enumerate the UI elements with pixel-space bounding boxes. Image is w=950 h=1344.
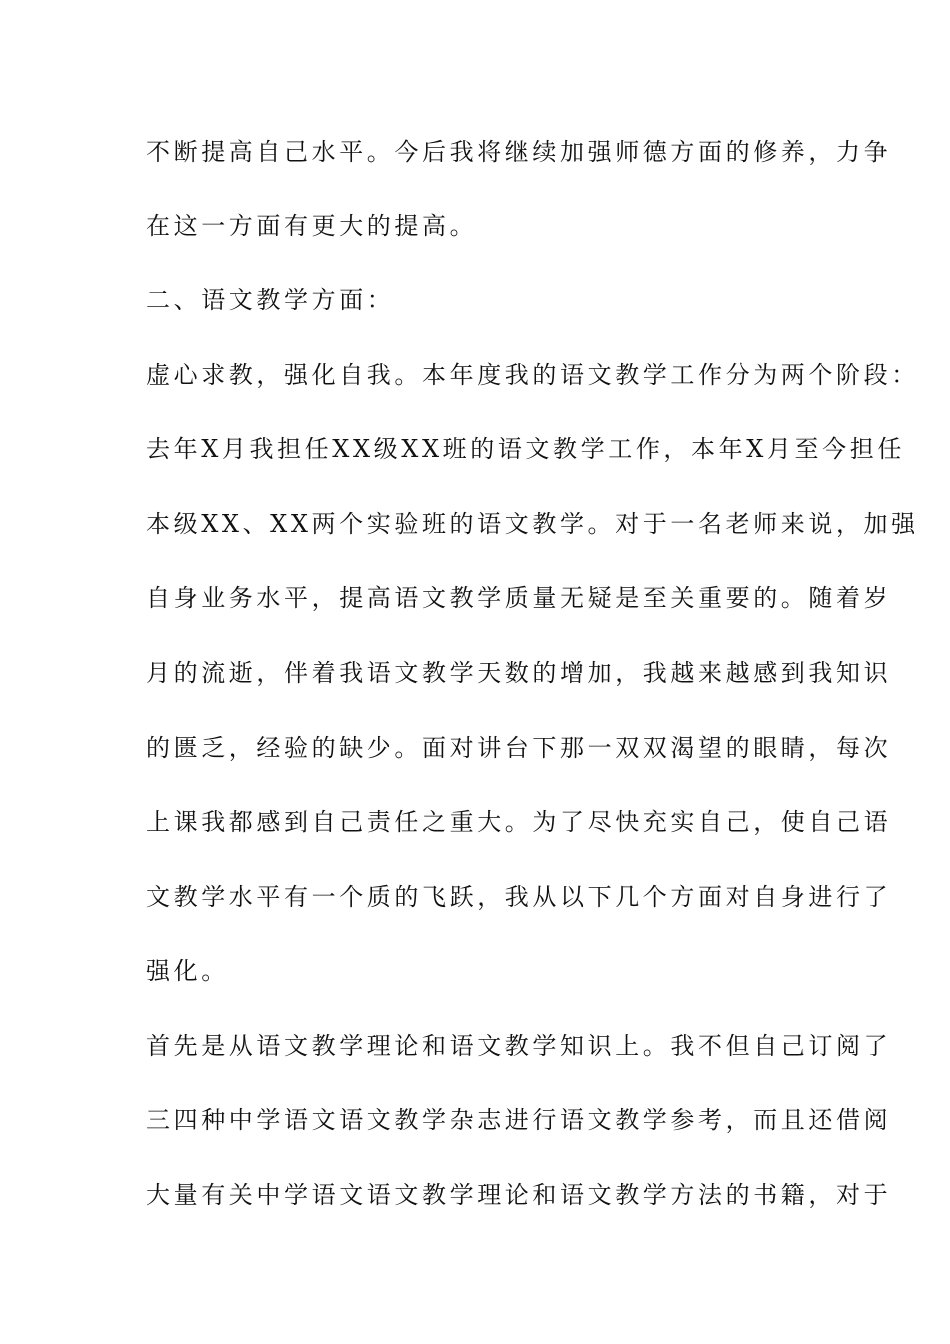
text-line: 去年X月我担任XX级XX班的语文教学工作，本年X月至今担任 xyxy=(146,435,905,463)
text-line: 大量有关中学语文语文教学理论和语文教学方法的书籍，对于 xyxy=(146,1181,892,1209)
text-line: 三四种中学语文语文教学杂志进行语文教学参考，而且还借阅 xyxy=(146,1106,892,1134)
text-line: 文教学水平有一个质的飞跃，我从以下几个方面对自身进行了 xyxy=(146,883,892,911)
text-line: 不断提高自己水平。今后我将继续加强师德方面的修养，力争 xyxy=(146,138,892,166)
text-line: 自身业务水平，提高语文教学质量无疑是至关重要的。随着岁 xyxy=(146,584,892,612)
text-line: 月的流逝，伴着我语文教学天数的增加，我越来越感到我知识 xyxy=(146,659,892,687)
text-line: 在这一方面有更大的提高。 xyxy=(146,212,478,240)
text-line: 强化。 xyxy=(146,957,229,985)
text-line: 的匮乏，经验的缺少。面对讲台下那一双双渴望的眼睛，每次 xyxy=(146,734,892,762)
text-line: 首先是从语文教学理论和语文教学知识上。我不但自己订阅了 xyxy=(146,1032,892,1060)
text-line: 虚心求教，强化自我。本年度我的语文教学工作分为两个阶段： xyxy=(146,361,919,389)
text-line: 本级XX、XX两个实验班的语文教学。对于一名老师来说，加强 xyxy=(146,510,919,538)
text-line: 上课我都感到自己责任之重大。为了尽快充实自己，使自己语 xyxy=(146,808,892,836)
section-heading: 二、语文教学方面： xyxy=(146,286,395,314)
